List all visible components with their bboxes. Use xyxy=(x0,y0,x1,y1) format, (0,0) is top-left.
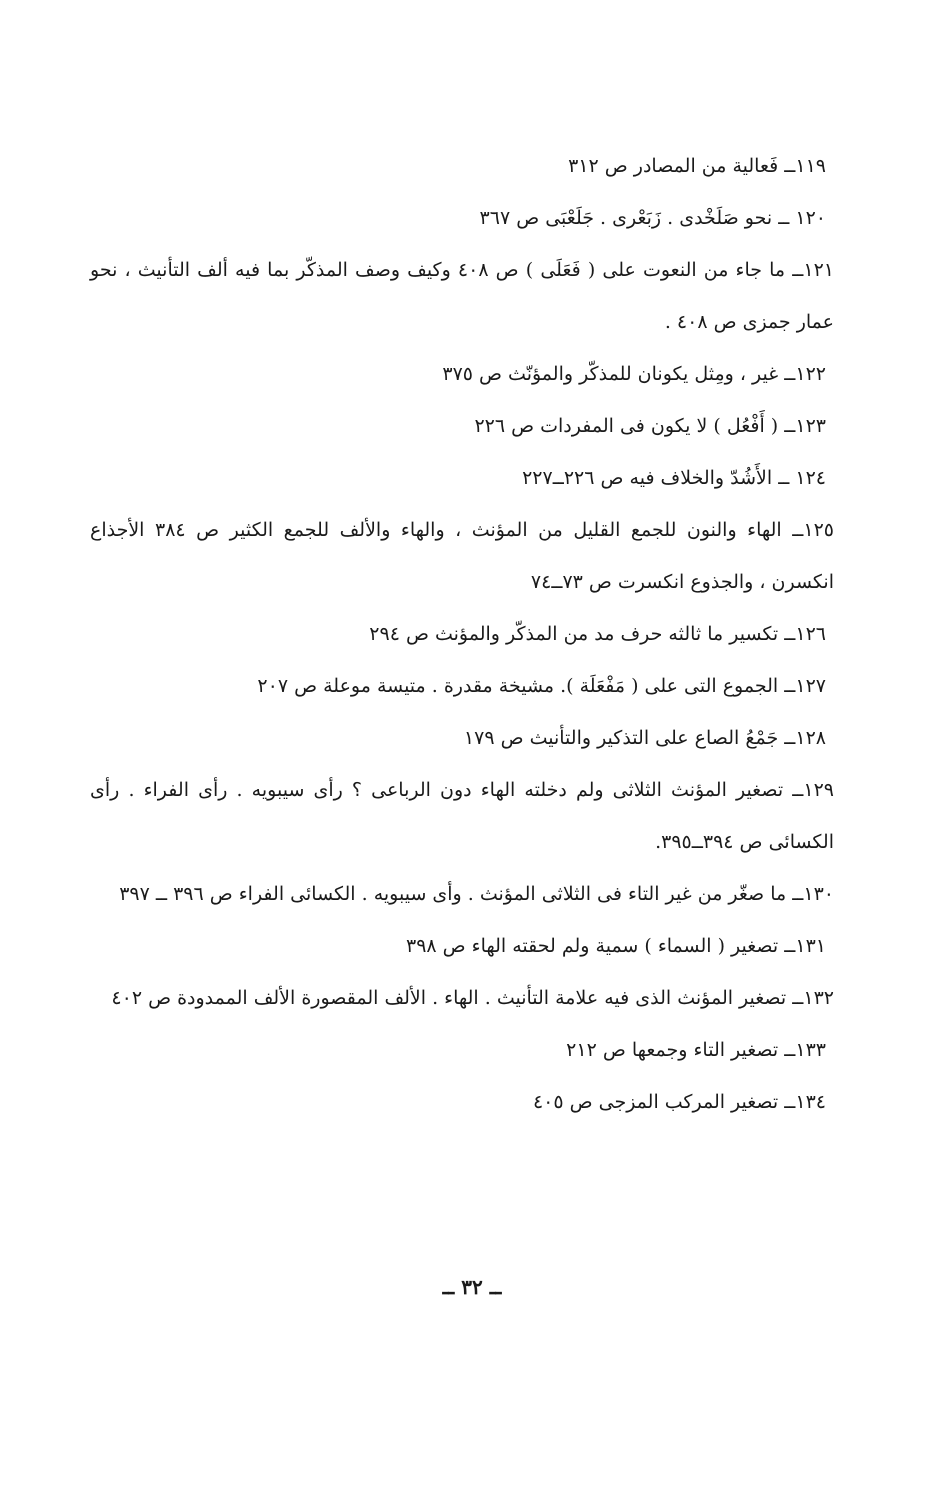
index-entry-126: ١٢٦ــ تكسير ما ثالثه حرف مد من المذكّر والمؤنث ص ٢٩٤ xyxy=(369,623,826,645)
index-entry-121: ١٢١ــ ما جاء من النعوت على ( فَعَلَى ) ص ٤٠٨ وكيف وصف المذكّر بما فيه ألف التأنيث ، نحو عمار جمزى ص ٤٠٨ . xyxy=(90,259,835,333)
index-entry-128: ١٢٨ــ جَمْعُ الصاع على التذكير والتأنيث ص ١٧٩ xyxy=(463,727,826,749)
index-entry-120: ١٢٠ ــ نحو صَلَخْدى . زَبَعْرى . جَلَعْبَى ص ٣٦٧ xyxy=(479,207,826,229)
index-entry-133: ١٣٣ــ تصغير التاء وجمعها ص ٢١٢ xyxy=(566,1039,826,1061)
index-entry-127: ١٢٧ــ الجموع التى على ( مَفْعَلَة ). مشيخة مقدرة . متيسة موعلة ص ٢٠٧ xyxy=(257,675,826,697)
index-entry-122: ١٢٢ــ غير ، ومِثل يكونان للمذكّر والمؤنّث ص ٣٧٥ xyxy=(442,363,826,385)
index-entry-132: ١٣٢ــ تصغير المؤنث الذى فيه علامة التأنيث . الهاء . الألف المقصورة الألف الممدودة ص ٤٠٢ xyxy=(111,987,834,1009)
index-entries xyxy=(90,140,835,1128)
index-entry-130: ١٣٠ــ ما صغّر من غير التاء فى الثلاثى المؤنث . وأى سيبويه . الكسائى الفراء ص ٣٩٦ ــ ٣٩٧ xyxy=(119,883,834,905)
index-entry-123: ١٢٣ــ ( أَفْعُل ) لا يكون فى المفردات ص ٢٢٦ xyxy=(474,415,826,437)
index-entry-134: ١٣٤ــ تصغير المركب المزجى ص ٤٠٥ xyxy=(532,1091,826,1113)
page-number: ــ ٣٢ ــ xyxy=(442,1275,502,1299)
index-entry-119: ١١٩ــ فَعالية من المصادر ص ٣١٢ xyxy=(568,155,826,177)
index-entry-125: ١٢٥ــ الهاء والنون للجمع القليل من المؤنث ، والهاء والألف للجمع الكثير ص ٣٨٤ الأجذاع انكسرن ، والجذوع انكسرت ص ٧٣ــ٧٤ xyxy=(90,519,834,593)
index-entry-131: ١٣١ــ تصغير ( السماء ) سمية ولم لحقته الهاء ص ٣٩٨ xyxy=(405,935,826,957)
index-entry-129: ١٢٩ــ تصغير المؤنث الثلاثى ولم دخلته الهاء دون الرباعى ؟ رأى سيبويه . رأى الفراء . رأى الكسائى ص ٣٩٤ــ٣٩٥. xyxy=(90,779,834,853)
index-entry-124: ١٢٤ ــ الأَشُدّ والخلاف فيه ص ٢٢٦ــ٢٢٧ xyxy=(522,467,826,489)
